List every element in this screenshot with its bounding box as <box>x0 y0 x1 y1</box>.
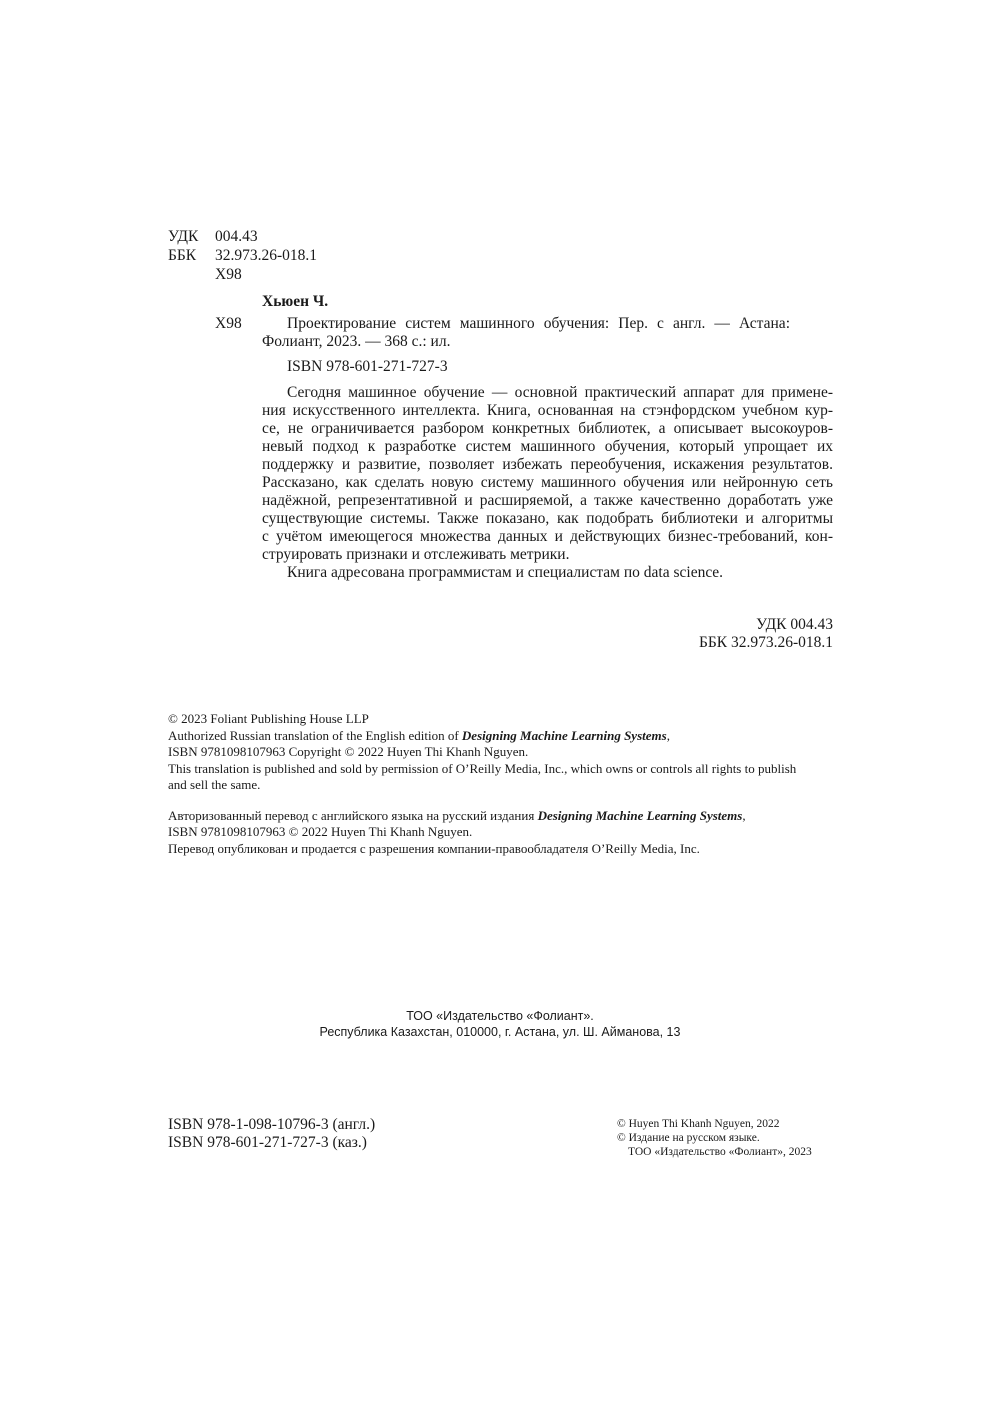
copyright-en-line: and sell the same. <box>168 777 261 792</box>
isbn-en: ISBN 978-1-098-10796-3 (англ.) <box>168 1116 376 1133</box>
rights-line: © Huyen Thi Khanh Nguyen, 2022 <box>617 1118 780 1130</box>
author-name: Хьюен Ч. <box>262 293 329 310</box>
copyright-en-prefix: Authorized Russian translation of the English edition of <box>168 728 462 743</box>
annotation-line: струировать признаки и отслеживать метрики. <box>262 546 570 563</box>
isbn-kz: ISBN 978-601-271-727-3 (каз.) <box>168 1134 367 1151</box>
annotation-line: с учётом имеющегося множества данных и действующих бизнес-требований, кон- <box>262 528 833 545</box>
annotation-line: Рассказано, как сделать новую систему машинного обучения или нейронную сеть <box>262 474 833 491</box>
udk-value: 004.43 <box>215 228 258 245</box>
entry-author-mark: Х98 <box>215 315 242 332</box>
copyright-ru-line: Перевод опубликован и продается с разрешения компании-правообладателя O’Reilly Media, Inc. <box>168 841 700 856</box>
copyright-ru-line: ISBN 9781098107963 © 2022 Huyen Thi Khanh Nguyen. <box>168 824 473 839</box>
copyright-ru-line <box>168 808 746 825</box>
annotation-audience: Книга адресована программистам и специалистам по data science. <box>287 564 723 581</box>
copyright-en-line: ISBN 9781098107963 Copyright © 2022 Huyen Thi Khanh Nguyen. <box>168 744 529 759</box>
annotation-line: се, не ограничивается разбором конкретных библиотек, а описывает высокоуров- <box>262 420 833 437</box>
bbk-label: ББК <box>168 247 197 264</box>
publisher-address: Республика Казахстан, 010000, г. Астана, ул. Ш. Айманова, 13 <box>319 1025 681 1039</box>
annotation-line: существующие системы. Также показано, как подобрать библиотеки и алгоритмы <box>262 510 833 527</box>
copyright-en-line: © 2023 Foliant Publishing House LLP <box>168 711 369 726</box>
annotation-line: надёжной, репрезентативной и расширяемой, а также качественно доработать уже <box>262 492 833 509</box>
annotation-line: невый подход к разработке систем машинного обучения, который упрощает их <box>262 438 833 455</box>
author-mark: Х98 <box>215 266 242 283</box>
copyright-ru-prefix: Авторизованный перевод с английского языка на русский издания <box>168 808 538 823</box>
bbk-value: 32.973.26-018.1 <box>215 247 318 264</box>
copyright-en-suffix: , <box>666 728 670 743</box>
book-title-en: Designing Machine Learning Systems <box>461 728 667 743</box>
udk-row <box>168 228 198 246</box>
annotation-line: ния искусственного интеллекта. Книга, основанная на стэнфордском учебном кур- <box>262 402 833 419</box>
copyright-en-line <box>168 728 670 745</box>
annotation-line: поддержку и развитие, позволяет избежать переобучения, искажения результатов. <box>262 456 833 473</box>
entry-title-line2: Фолиант, 2023. — 368 с.: ил. <box>262 333 451 350</box>
copyright-ru-suffix: , <box>742 808 746 823</box>
entry-title-line1: Проектирование систем машинного обучения: Пер. с англ. — Астана: <box>287 315 790 332</box>
entry-isbn: ISBN 978-601-271-727-3 <box>287 358 448 375</box>
book-title-ru: Designing Machine Learning Systems <box>537 808 743 823</box>
publisher-name: ТОО «Издательство «Фолиант». <box>406 1009 594 1023</box>
rights-line: ТОО «Издательство «Фолиант», 2023 <box>628 1146 812 1158</box>
bbk-right: ББК 32.973.26-018.1 <box>698 634 833 651</box>
copyright-en-line: This translation is published and sold by permission of O’Reilly Media, Inc., which owns or controls all rights to publish <box>168 761 797 776</box>
rights-line: © Издание на русском языке. <box>617 1132 760 1144</box>
udk-label: УДК <box>168 228 199 245</box>
udk-right: УДК 004.43 <box>756 616 833 633</box>
annotation-line: Сегодня машинное обучение — основной практический аппарат для примене- <box>287 384 833 401</box>
